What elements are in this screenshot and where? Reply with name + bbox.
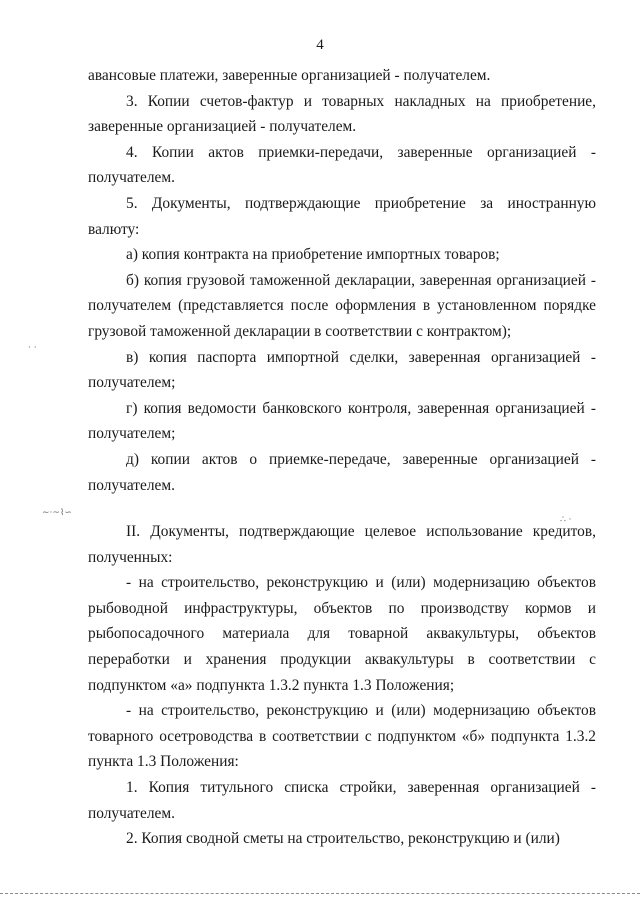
page-number: 4 (316, 37, 324, 53)
paragraph: д) копии актов о приемке-передаче, заверенные организацией - получателем. (88, 450, 596, 494)
scan-noise-mark: ∼·~⌇∽ (42, 508, 72, 518)
paragraph: 3. Копии счетов-фактур и товарных накладных на приобретение, заверенные организацией - получателем. (88, 92, 596, 136)
paragraph: 2. Копия сводной сметы на строительство, реконструкцию и (или) (126, 830, 560, 848)
paragraph: г) копия ведомости банковского контроля, заверенная организацией - получателем; (88, 399, 596, 443)
paragraph: 4. Копии актов приемки-передачи, заверенные организацией - получателем. (88, 143, 596, 187)
scan-noise-mark: ∴ · (560, 515, 572, 525)
scan-noise-mark: · · (28, 343, 37, 353)
scan-bottom-edge (0, 893, 640, 895)
paragraph: - на строительство, реконструкцию и (или) модернизацию объектов рыбоводной инфраструктуры, объектов по производству кормов и рыбопосадочного материала для товарной аквакультуры, объектов переработки и хранения продукции аквакультуры в соответствии с подпунктом «а» подпункта 1.3.2 пункта 1.3 Положения; (88, 574, 596, 694)
paragraph: авансовые платежи, заверенные организацией - получателем. (88, 67, 491, 84)
section-heading: II. Документы, подтверждающие целевое использование кредитов, полученных: (88, 523, 596, 566)
paragraph: б) копия грузовой таможенной декларации, заверенная организацией - получателем (представляется после оформления в установленном порядке грузовой таможенной декларации в соответствии с контрактом); (88, 271, 596, 340)
paragraph: 5. Документы, подтверждающие приобретение за иностранную валюту: (88, 194, 596, 238)
paragraph: а) копия контракта на приобретение импортных товаров; (126, 246, 500, 264)
paragraph: в) копия паспорта импортной сделки, заверенная организацией - получателем; (88, 348, 596, 392)
paragraph: 1. Копия титульного списка стройки, заверенная организацией - получателем. (88, 779, 596, 822)
paragraph: - на строительство, реконструкцию и (или) модернизацию объектов товарного осетроводства в соответствии с подпунктом «б» подпункта 1.3.2 пункта 1.3 Положения: (88, 702, 596, 771)
document-body (88, 63, 596, 852)
